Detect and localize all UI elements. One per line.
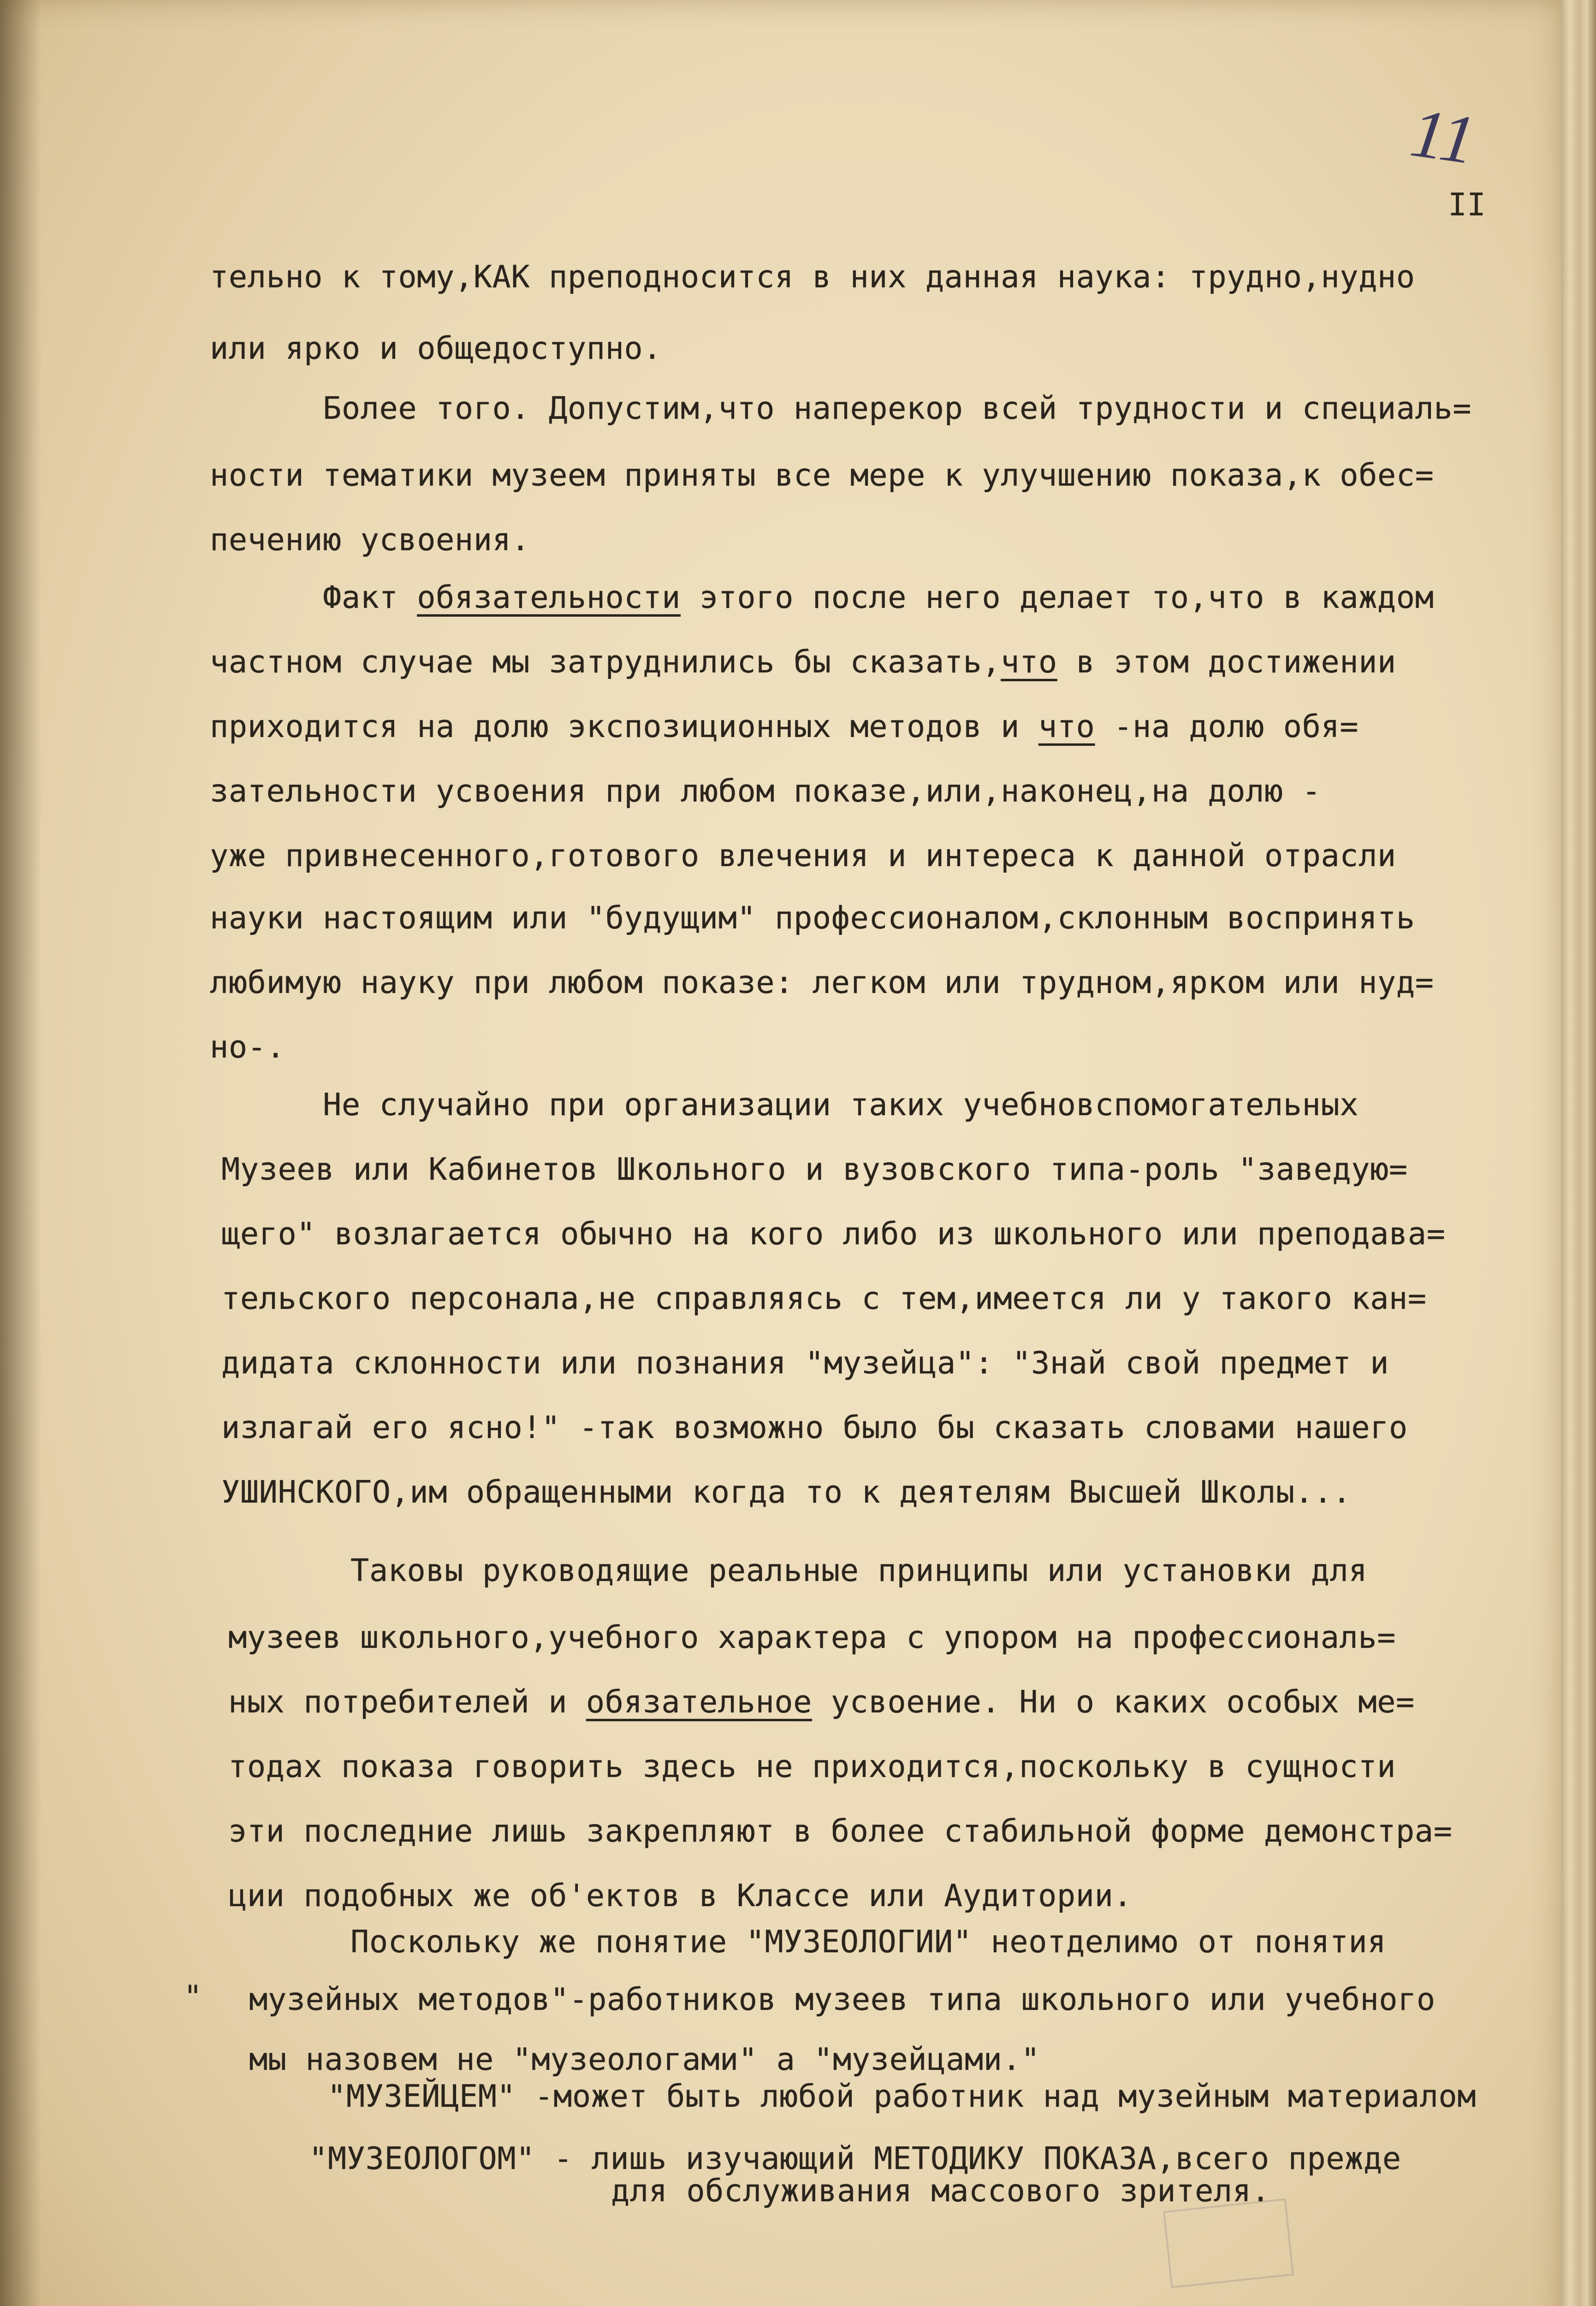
text-line: тельского персонала,не справляясь с тем,имеется ли у такого кан= — [221, 1280, 1427, 1316]
underlined-word: что — [1001, 644, 1057, 680]
text-line: Таковы руководящие реальные принципы или установки для — [350, 1552, 1368, 1588]
text-segment: ных потребителей и — [228, 1684, 586, 1720]
text-line: тодах показа говорить здесь не приходится,поскольку в сущности — [228, 1748, 1396, 1784]
text-line: излагай его ясно!" -так возможно было бы сказать словами нашего — [221, 1409, 1408, 1445]
text-line: для обслуживания массового зрителя. — [611, 2173, 1270, 2209]
underlined-word: обязательности — [417, 579, 681, 615]
handwritten-folio-number: 11 — [1406, 94, 1480, 179]
text-line — [210, 706, 1359, 747]
text-segment: усвоение. Ни о каких особых ме= — [812, 1684, 1415, 1720]
text-segment: в этом достижении — [1057, 644, 1396, 680]
text-line: дидата склонности или познания "музейца": "Знай свой предмет и — [221, 1345, 1389, 1381]
text-line: любимую науку при любом показе: легком или трудном,ярком или нуд= — [210, 964, 1434, 1000]
text-line — [323, 576, 1434, 618]
text-line: печению усвоения. — [210, 522, 530, 558]
text-line: ции подобных же об'ектов в Классе или Аудитории. — [228, 1878, 1133, 1914]
text-segment: частном случае мы затруднились бы сказать, — [210, 644, 1001, 680]
text-line: или ярко и общедоступно. — [210, 330, 662, 366]
text-line: ности тематики музеем приняты все мере к улучшению показа,к обес= — [210, 457, 1434, 493]
text-line: мы назовем не "музеологами" а "музейцами." — [249, 2041, 1040, 2077]
text-segment: Факт — [323, 579, 417, 615]
text-line: уже привнесенного,готового влечения и интереса к данной отрасли — [210, 838, 1396, 874]
text-line: "МУЗЕЙЦЕМ" -может быть любой работник над музейным материалом — [327, 2078, 1477, 2114]
text-line: "МУЗЕОЛОГОМ" - лишь изучающий МЕТОДИКУ ПОКАЗА,всего прежде — [309, 2140, 1401, 2176]
text-segment: этого после него делает то,что в каждом — [680, 579, 1434, 615]
faint-archive-stamp — [1163, 2198, 1294, 2288]
page-number: II — [1448, 187, 1486, 223]
text-line: эти последние лишь закрепляют в более стабильной форме демонстра= — [228, 1813, 1453, 1849]
text-line — [228, 1681, 1415, 1723]
text-line: музеев школьного,учебного характера с упором на профессиональ= — [228, 1619, 1396, 1655]
text-segment: -на долю обя= — [1095, 708, 1359, 744]
page-stack-edge — [1559, 0, 1596, 2306]
underlined-word: обязательное — [586, 1684, 812, 1720]
text-line — [210, 641, 1396, 683]
text-line: Не случайно при организации таких учебновспомогательных — [323, 1087, 1359, 1123]
margin-quote-mark: " — [184, 1979, 202, 2015]
text-segment: приходится на долю экспозиционных методов и — [210, 708, 1038, 744]
text-line: щего" возлагается обычно на кого либо из школьного или преподава= — [221, 1216, 1446, 1252]
underlined-word: что — [1038, 708, 1095, 744]
text-line: музейных методов"-работников музеев типа школьного или учебного — [249, 1981, 1436, 2017]
text-line: но-. — [210, 1029, 285, 1065]
text-line: Музеев или Кабинетов Школьного и вузовского типа-роль "заведую= — [221, 1151, 1408, 1187]
text-line: УШИНСКОГО,им обращенными когда то к деятелям Высшей Школы... — [221, 1474, 1352, 1510]
text-line: Более того. Допустим,что наперекор всей трудности и специаль= — [323, 390, 1472, 426]
text-line: науки настоящим или "будущим" профессионалом,склонным воспринять — [210, 900, 1415, 936]
text-line: Поскольку же понятие "МУЗЕОЛОГИИ" неотделимо от понятия — [350, 1924, 1387, 1960]
text-line: тельно к тому,КАК преподносится в них данная наука: трудно,нудно — [210, 259, 1415, 295]
text-line: зательности усвоения при любом показе,или,наконец,на долю - — [210, 773, 1321, 809]
